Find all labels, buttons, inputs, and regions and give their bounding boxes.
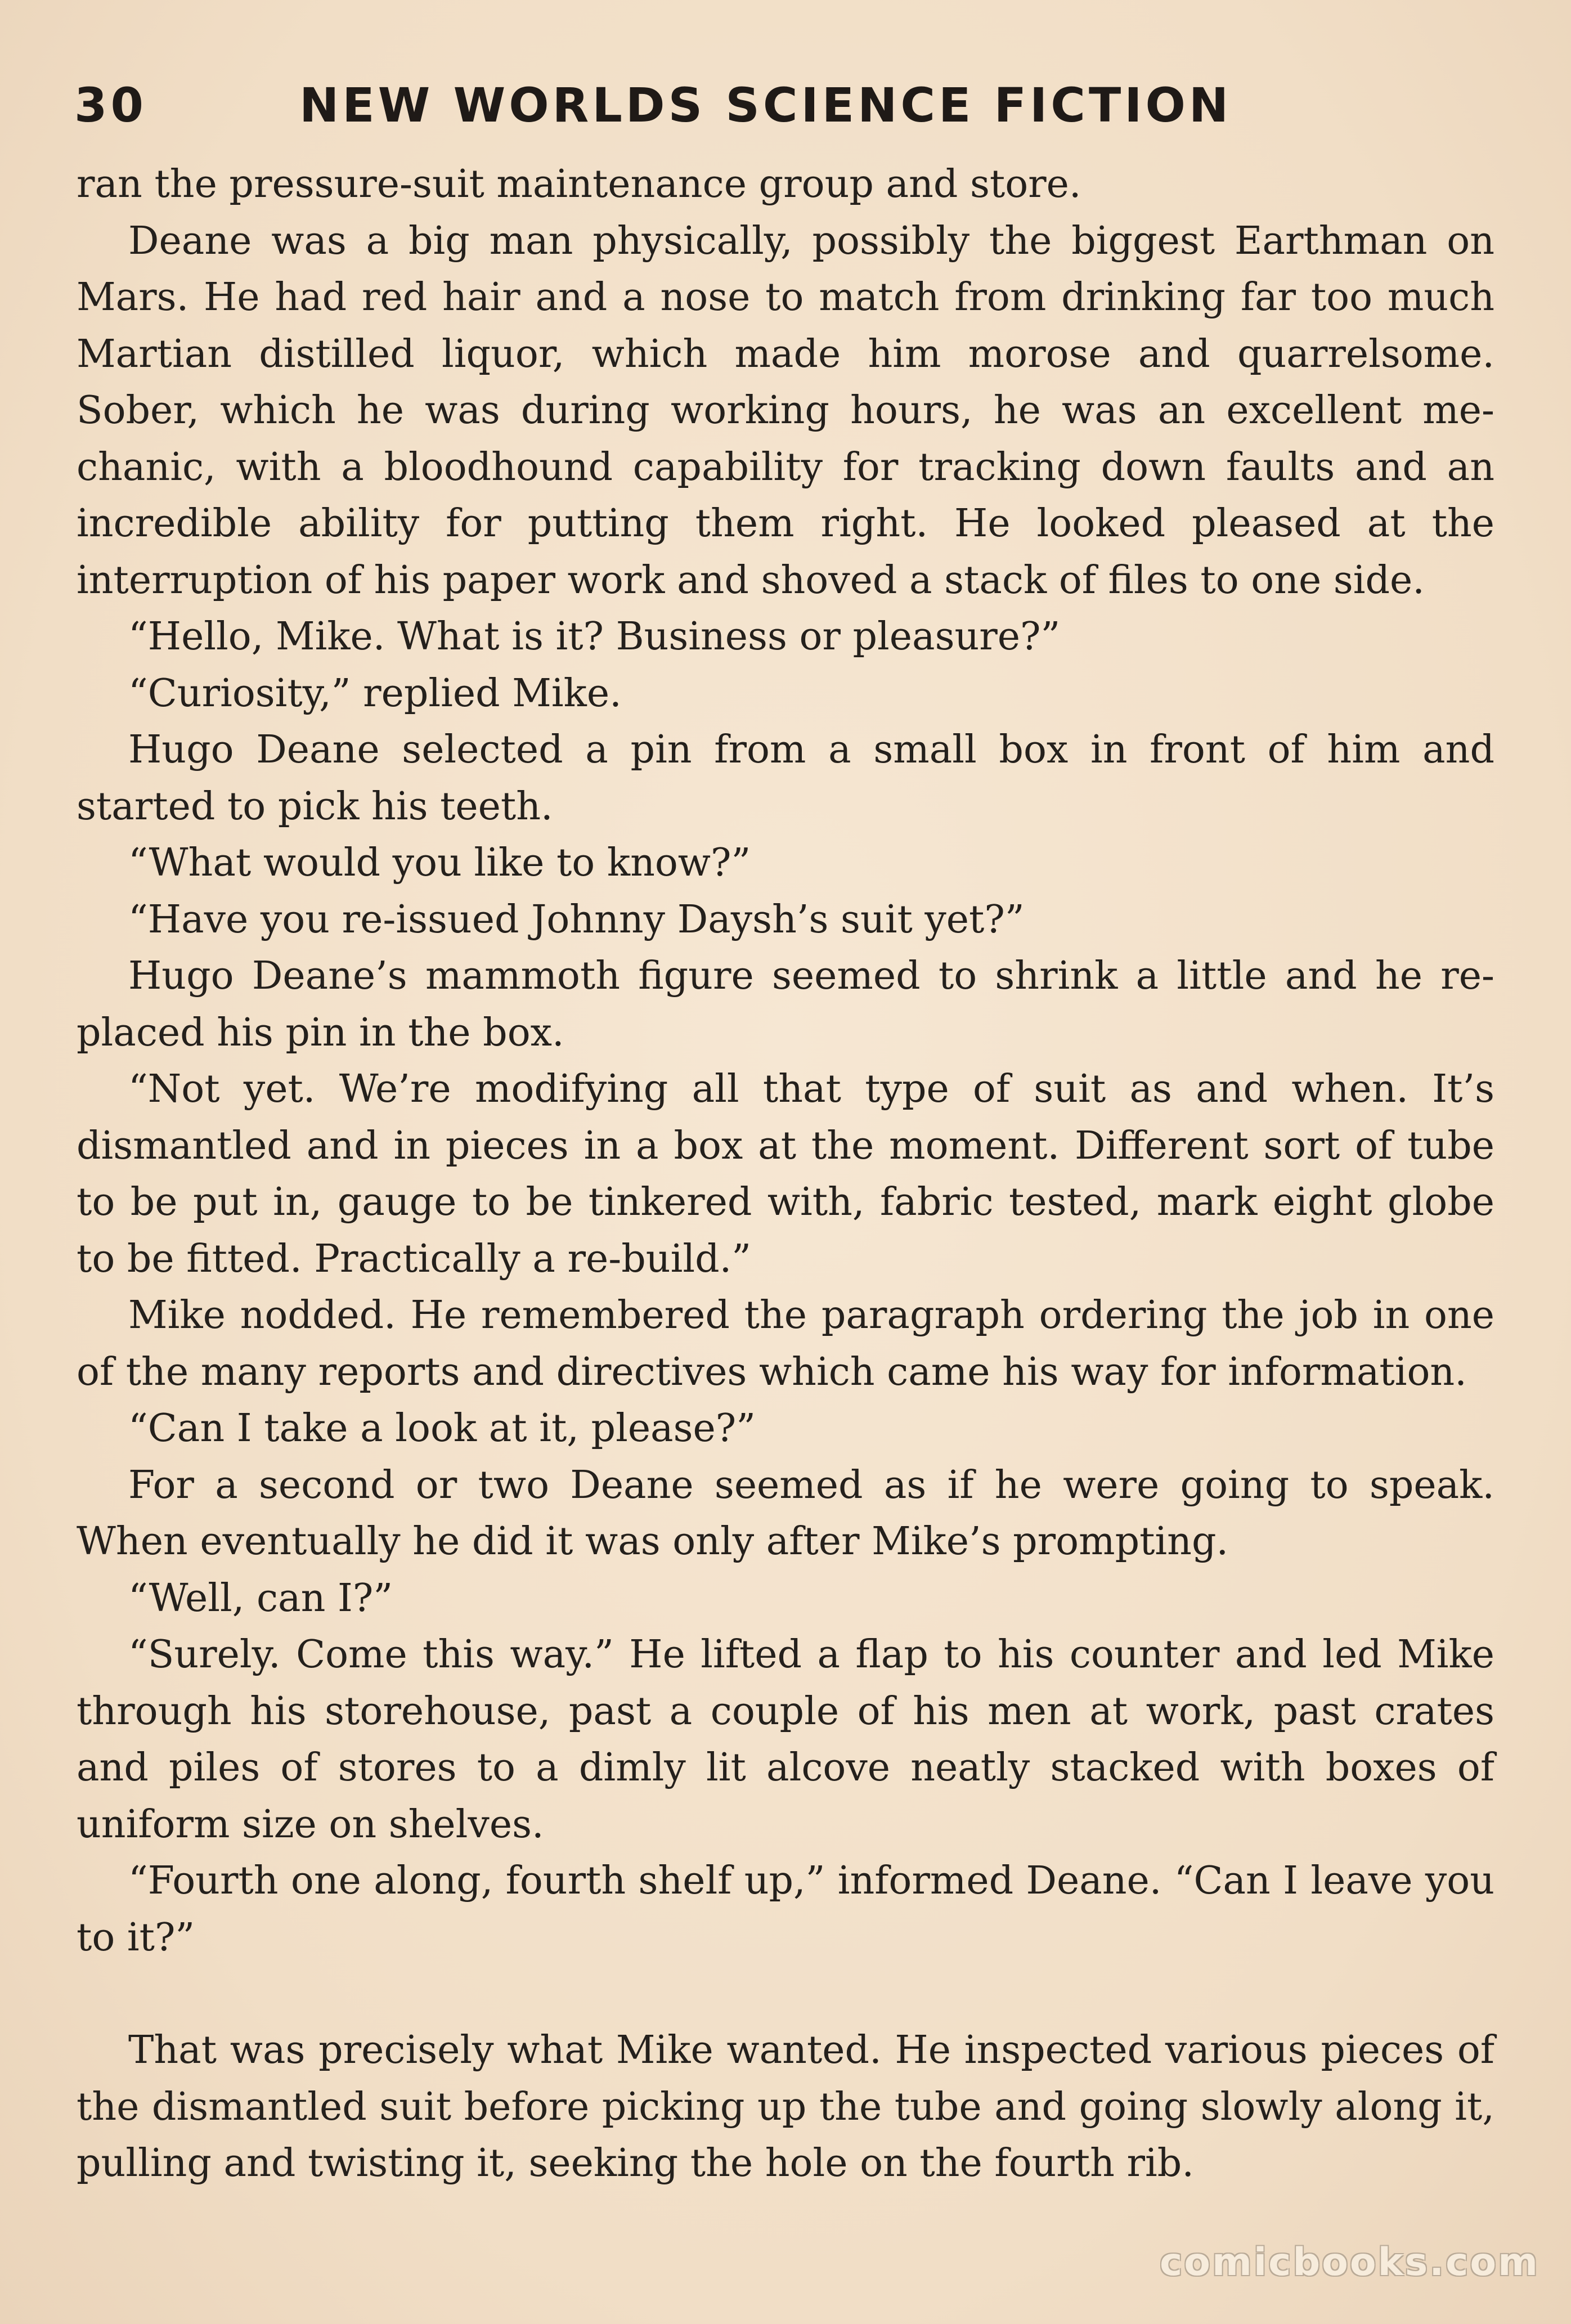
paragraph: “Not yet. We’re modifying all that type of suit as and when. It’s dismantled and in pieces in a box at the moment. Different sort of tube to be put in, gauge to be tinkered with, fabric tested, mark eight globe to be fitted. Practically a re-build.” xyxy=(77,1067,1494,1281)
paragraph: ran the pressure-suit maintenance group and store. xyxy=(77,162,1081,207)
paragraph: For a second or two Deane seemed as if he were going to speak. When eventually he did it was only after Mike’s prompting. xyxy=(77,1462,1494,1564)
paragraph: “Well, can I?” xyxy=(128,1576,393,1621)
watermark: comicbooks.com xyxy=(1159,2240,1539,2285)
paragraph: Hugo Deane’s mammoth figure seemed to shrink a little and he replaced his pin in the box. xyxy=(77,954,1494,1055)
paragraph: “Surely. Come this way.” He lifted a flap to his counter and led Mike through his storehouse, past a couple of his men at work, past crates and piles of stores to a dimly lit alcove neatly stacked with boxes of uniform size on shelves. xyxy=(77,1632,1494,1847)
paragraph: “Can I take a look at it, please?” xyxy=(128,1406,756,1451)
paragraph: Mike nodded. He remembered the paragraph ordering the job in one of the many reports and directives which came his way for information. xyxy=(77,1293,1494,1394)
paragraph: “Have you re-issued Johnny Daysh’s suit yet?” xyxy=(128,897,1025,942)
running-title: NEW WORLDS SCIENCE FICTION xyxy=(299,78,1232,133)
paragraph: “Hello, Mike. What is it? Business or pleasure?” xyxy=(128,614,1061,659)
page-header xyxy=(74,78,1509,140)
story-text xyxy=(77,156,1494,2192)
paragraph: “What would you like to know?” xyxy=(128,841,751,885)
page-number: 30 xyxy=(74,78,147,133)
paragraph: Hugo Deane selected a pin from a small box in front of him and started to pick his teeth. xyxy=(77,728,1494,829)
paragraph: Deane was a big man physically, possibly the biggest Earthman on Mars. He had red hair and a nose to match from drinking far too much Martian distilled liquor, which made him morose and quarrelsome. Sober, which he was during working hours, he was an excellent mechanic, with a bloodhound capability for tracking down faults and an incredible ability for putting them right. He looked pleased at the interruption of his paper work and shoved a stack of files to one side. xyxy=(77,218,1494,603)
paragraph: “Fourth one along, fourth shelf up,” informed Deane. “Can I leave you to it?” xyxy=(77,1859,1494,1960)
paragraph: “Curiosity,” replied Mike. xyxy=(128,671,622,716)
paragraph: That was precisely what Mike wanted. He inspected various pieces of the dismantled suit before picking up the tube and going slowly along it, pulling and twisting it, seeking the hole on the fourth rib. xyxy=(77,2028,1494,2186)
